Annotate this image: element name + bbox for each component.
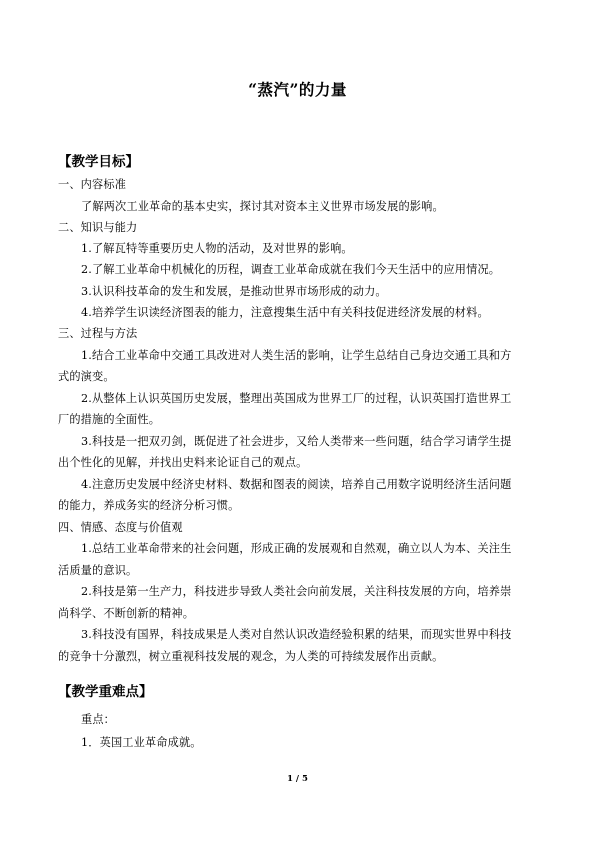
paragraph: 3.科技没有国界，科技成果是人类对自然认识改造经验积累的结果，而现实世界中科技 (81, 628, 512, 641)
paragraph: 2.了解工业革命中机械化的历程，调查工业革命成就在我们今天生活中的应用情况。 (81, 263, 501, 276)
paragraph: 3.科技是一把双刃剑，既促进了社会进步，又给人类带来一些问题，结合学习请学生提 (81, 435, 512, 448)
paragraph: 2.从整体上认识英国历史发展，整理出英国成为世界工厂的过程，认识英国打造世界工 (81, 392, 512, 405)
paragraph: 2.科技是第一生产力，科技进步导致人类社会向前发展，关注科技发展的方向，培养崇 (81, 585, 512, 598)
paragraph: 1.了解瓦特等重要历史人物的活动，及对世界的影响。 (81, 242, 353, 255)
paragraph-continuation: 的竞争十分激烈，树立重视科技发展的观念，为人类的可持续发展作出贡献。 (58, 650, 444, 663)
paragraph: 1.结合工业革命中交通工具改进对人类生活的影响，让学生总结自己身边交通工具和方 (81, 349, 512, 362)
paragraph: 了解两次工业革命的基本史实，探讨其对资本主义世界市场发展的影响。 (81, 200, 444, 213)
paragraph-continuation: 式的演变。 (58, 370, 115, 383)
subheading-content-standard: 一、内容标准 (58, 178, 127, 191)
paragraph: 3.认识科技革命的发生和发展，是推动世界市场形成的动力。 (81, 285, 387, 298)
paragraph: 4.培养学生识读经济图表的能力，注意搜集生活中有关科技促进经济发展的材料。 (81, 306, 489, 319)
document-title: “蒸汽”的力量 (248, 80, 347, 99)
section-heading-key-difficulties: 【教学重难点】 (58, 684, 153, 700)
paragraph-continuation: 厂的措施的全面性。 (58, 413, 161, 426)
paragraph-continuation: 尚科学、不断创新的精神。 (58, 607, 195, 620)
paragraph: 4.注意历史发展中经济史材料、数据和图表的阅读，培养自己用数字说明经济生活问题 (81, 478, 512, 491)
subheading-knowledge-ability: 二、知识与能力 (58, 221, 138, 234)
paragraph: 1.总结工业革命带来的社会问题，形成正确的发展观和自然观，确立以人为本、关注生 (81, 542, 512, 555)
key-points-label: 重点： (81, 713, 116, 726)
key-point-item: 1．英国工业革命成就。 (81, 736, 202, 749)
page-number: 1 / 5 (287, 774, 308, 784)
paragraph-continuation: 活质量的意识。 (58, 564, 138, 577)
section-heading-teaching-goals: 【教学目标】 (58, 154, 139, 170)
paragraph-continuation: 出个性化的见解，并找出史料来论证自己的观点。 (58, 456, 308, 469)
subheading-emotion-attitude-values: 四、情感、态度与价值观 (58, 521, 183, 534)
paragraph-continuation: 的能力，养成务实的经济分析习惯。 (58, 499, 240, 512)
subheading-process-method: 三、过程与方法 (58, 327, 138, 340)
